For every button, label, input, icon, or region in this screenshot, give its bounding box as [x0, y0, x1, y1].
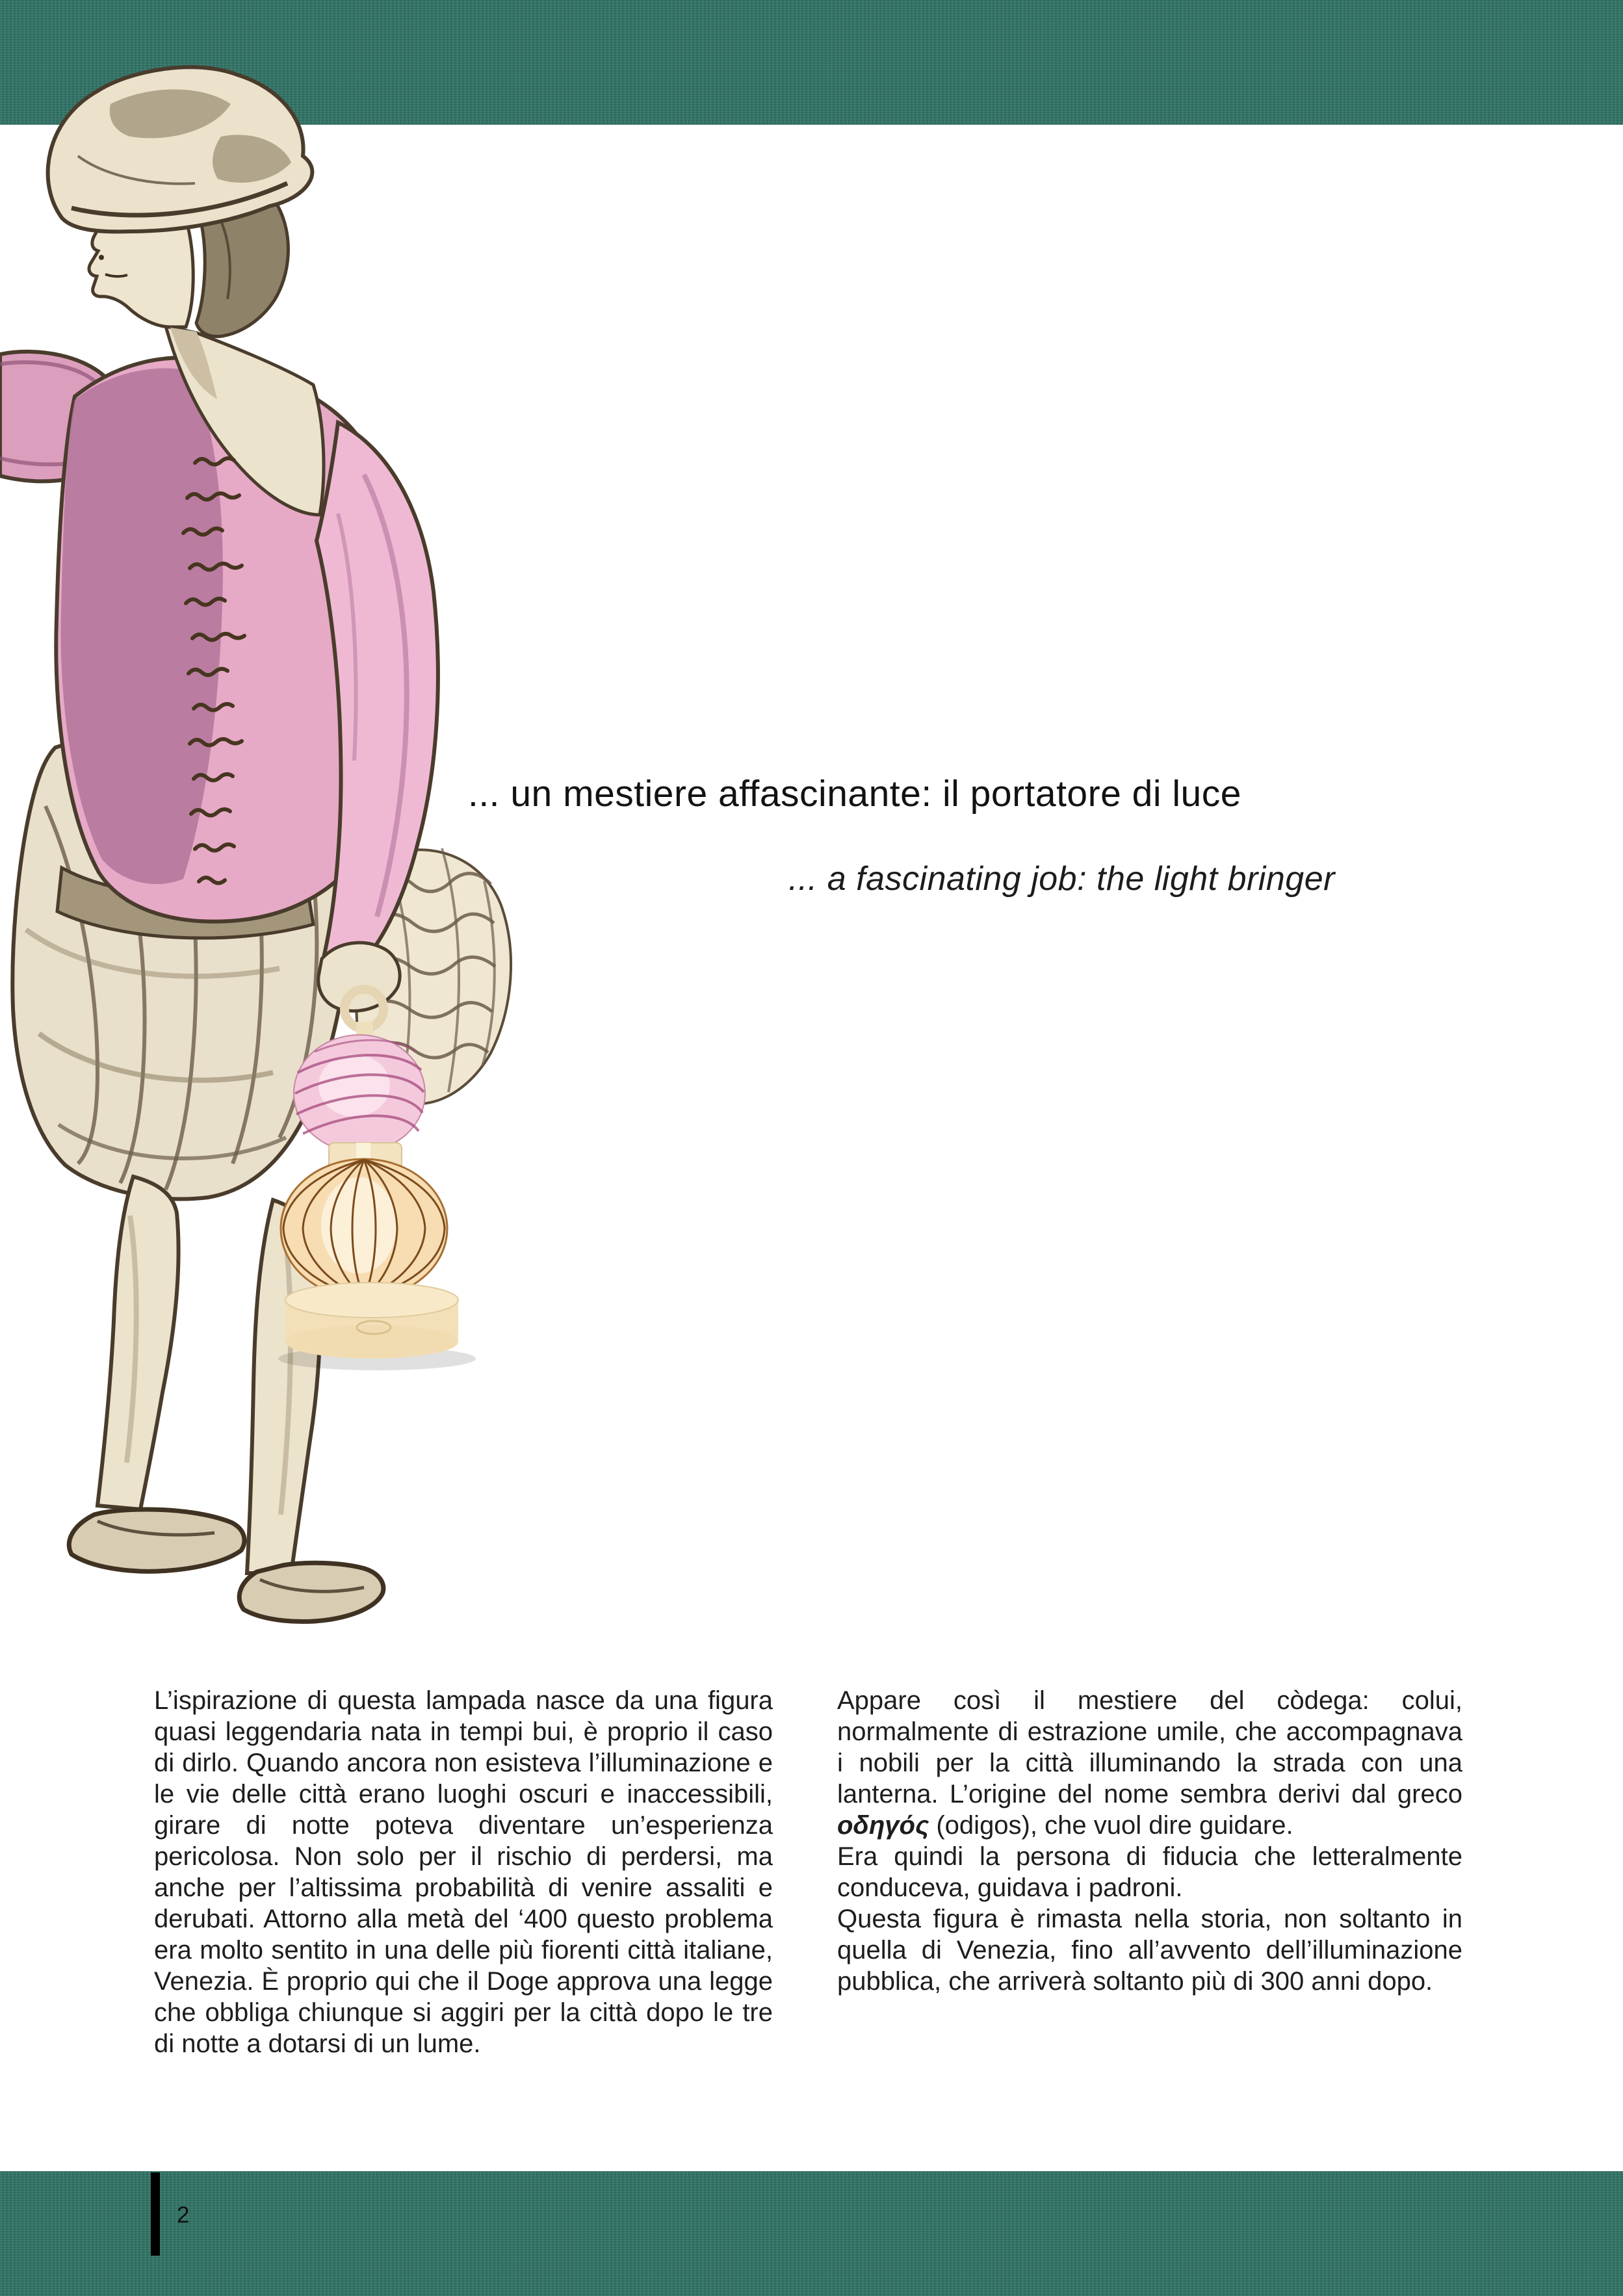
left-paragraph: L’ispirazione di questa lampada nasce da una figura quasi leggendaria nata in tempi bui, è proprio il caso di dirlo. Quando ancora non esisteva l’illuminazione e le vie delle città erano luoghi oscuri e inaccessibili, girare di notte poteva diventare un’esperienza pericolosa. Non solo per il rischio di perdersi, ma anche per l’altissima probabilità di venire assaliti e derubati. Attorno alla metà del ‘400 questo problema era molto sentito in una delle più fiorenti città italiane, Venezia. È proprio qui che il Doge approva una legge che obbliga chiunque si aggiri per la città dopo le tre di notte a dotarsi di un lume. — [154, 1686, 773, 2058]
lamp-pink-sphere — [294, 1035, 425, 1152]
right-paragraph-3: Questa figura è rimasta nella storia, non soltanto in quella di Venezia, fino all’avvento dell’illuminazione pubblica, che arriverà soltanto più di 300 anni dopo. — [837, 1905, 1462, 1996]
bottom-green-band — [0, 2171, 1623, 2296]
right-paragraph-2: Era quindi la persona di fiducia che letteralmente conduceva, guidava i padroni. — [837, 1842, 1462, 1902]
body-left-column — [154, 1685, 773, 2059]
hat — [48, 67, 313, 231]
codega-illustration — [0, 59, 520, 1632]
greek-word: οδηγός — [837, 1811, 929, 1840]
page-title-italian: ... un mestiere affascinante: il portatore di luce — [468, 773, 1241, 815]
page-number-bar — [151, 2172, 160, 2256]
lamp-amber-globe — [281, 1159, 447, 1298]
lamp-base — [285, 1283, 458, 1359]
sleeve-cuff — [318, 943, 400, 1011]
page-number: 2 — [177, 2202, 190, 2228]
shoes — [69, 1509, 383, 1622]
body-right-column — [837, 1685, 1462, 1997]
page-title-english: ... a fascinating job: the light bringer — [788, 860, 1335, 898]
right-paragraph-1: Appare così il mestiere del còdega: colui, normalmente di estrazione umile, che accompagnava i nobili per la città illuminando la strada con una lanterna. L’origine del nome sembra derivi dal greco οδηγός (odigos), che vuol dire guidare. — [837, 1686, 1462, 1840]
